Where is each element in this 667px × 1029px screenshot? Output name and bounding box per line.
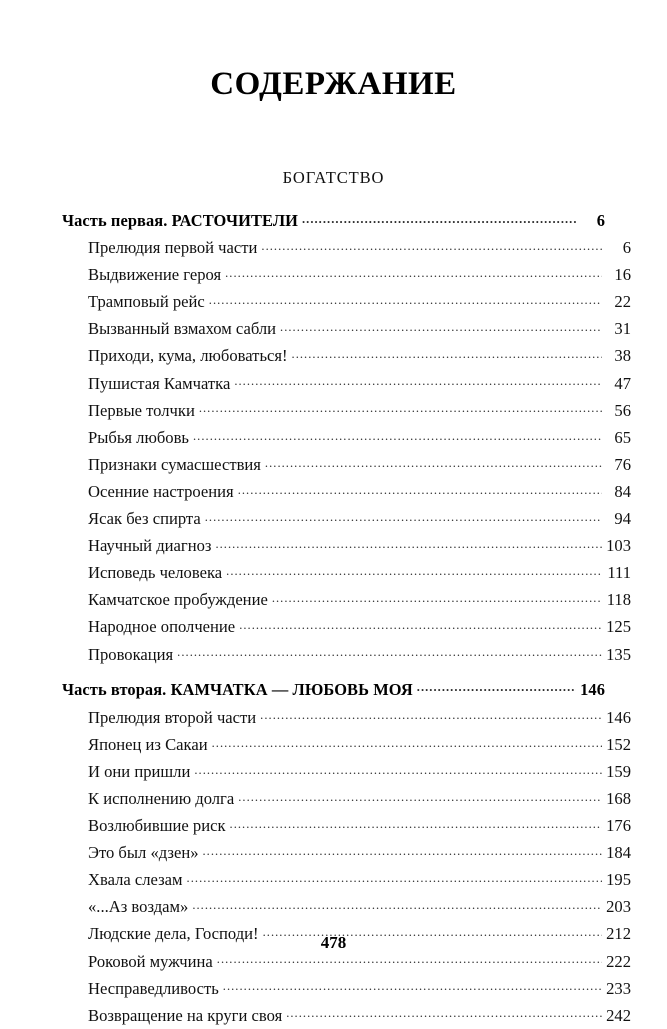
toc-part-row[interactable] xyxy=(62,676,605,703)
toc-chapter-row[interactable] xyxy=(62,451,631,478)
toc-chapter-row[interactable] xyxy=(62,975,631,1002)
toc-chapter-row[interactable] xyxy=(62,839,631,866)
dot-leader xyxy=(212,733,602,750)
toc-entry-title: Людские дела, Господи! xyxy=(88,924,259,944)
toc-entry-page-number: 22 xyxy=(614,292,631,312)
dot-leader xyxy=(292,345,602,362)
toc-entry-page-number: 47 xyxy=(614,373,631,393)
toc-entry-page-number: 94 xyxy=(614,509,631,529)
dot-leader xyxy=(238,787,602,804)
toc-entry-title: Японец из Сакаи xyxy=(88,734,208,754)
toc-chapter-row[interactable] xyxy=(62,1002,631,1029)
toc-entry-page-number: 203 xyxy=(606,897,631,917)
toc-chapter-row[interactable] xyxy=(62,478,631,505)
toc-entry-page-number: 159 xyxy=(606,761,631,781)
dot-leader xyxy=(265,453,602,470)
dot-leader xyxy=(230,814,602,831)
toc-entry-page-number: 152 xyxy=(606,734,631,754)
dot-leader xyxy=(239,616,602,633)
toc-entry-page-number: 242 xyxy=(606,1005,631,1025)
dot-leader xyxy=(209,291,602,308)
toc-entry-title: Несправедливость xyxy=(88,978,219,998)
toc-chapter-row[interactable] xyxy=(62,893,631,920)
toc-entry-title: Это был «дзен» xyxy=(88,843,199,863)
toc-entry-page-number: 184 xyxy=(606,843,631,863)
toc-chapter-row[interactable] xyxy=(62,785,631,812)
dot-leader xyxy=(203,842,603,859)
toc-entry-page-number: 195 xyxy=(606,870,631,890)
dot-leader xyxy=(260,706,602,723)
toc-entry-page-number: 6 xyxy=(622,238,631,258)
table-of-contents xyxy=(62,207,631,1029)
dot-leader xyxy=(225,264,602,281)
toc-entry-title: Прелюдия второй части xyxy=(88,707,257,727)
toc-entry-page-number: 111 xyxy=(607,563,631,583)
section-label: БОГАТСТВО xyxy=(282,168,385,187)
dot-leader xyxy=(261,237,602,254)
toc-chapter-row[interactable] xyxy=(62,758,631,785)
toc-entry-title: Прелюдия первой части xyxy=(88,238,258,258)
toc-entry-page-number: 146 xyxy=(580,679,605,699)
toc-entry-title: Выдвижение героя xyxy=(88,265,222,285)
toc-chapter-row[interactable] xyxy=(62,261,631,288)
toc-chapter-row[interactable] xyxy=(62,559,631,586)
toc-entry-title: Провокация xyxy=(88,644,174,664)
toc-entry-page-number: 118 xyxy=(606,590,631,610)
toc-chapter-row[interactable] xyxy=(62,812,631,839)
toc-chapter-row[interactable] xyxy=(62,424,631,451)
page-number: 478 xyxy=(320,933,347,952)
toc-entry-title: Часть вторая. КАМЧАТКА — ЛЮБОВЬ МОЯ xyxy=(62,679,413,699)
page-title: СОДЕРЖАНИЕ xyxy=(210,66,457,102)
dot-leader xyxy=(194,760,602,777)
toc-chapter-row[interactable] xyxy=(62,948,631,975)
dot-leader xyxy=(238,480,602,497)
toc-entry-page-number: 222 xyxy=(606,951,631,971)
toc-entry-title: Часть первая. РАСТОЧИТЕЛИ xyxy=(62,211,298,230)
toc-entry-title: И они пришли xyxy=(88,761,191,781)
dot-leader xyxy=(215,535,602,552)
toc-part-row[interactable] xyxy=(62,207,605,234)
dot-leader xyxy=(302,210,576,226)
toc-chapter-row[interactable] xyxy=(62,234,631,261)
toc-chapter-row[interactable] xyxy=(62,731,631,758)
toc-entry-title: Народное ополчение xyxy=(88,617,236,637)
toc-entry-title: Осенние настроения xyxy=(88,481,234,501)
toc-entry-page-number: 38 xyxy=(614,346,631,366)
toc-entry-title: Вызванный взмахом сабли xyxy=(88,319,277,339)
toc-entry-page-number: 233 xyxy=(606,978,631,998)
toc-chapter-row[interactable] xyxy=(62,288,631,315)
toc-chapter-row[interactable] xyxy=(62,505,631,532)
toc-entry-title: Роковой мужчина xyxy=(88,951,213,971)
toc-chapter-row[interactable] xyxy=(62,370,631,397)
toc-entry-page-number: 146 xyxy=(606,707,631,727)
dot-leader xyxy=(199,399,602,416)
toc-entry-title: Исповедь человека xyxy=(88,563,223,583)
toc-chapter-row[interactable] xyxy=(62,342,631,369)
toc-entry-title: Хвала слезам xyxy=(88,870,183,890)
toc-entry-title: Рыбья любовь xyxy=(88,427,189,447)
toc-entry-page-number: 125 xyxy=(606,617,631,637)
toc-entry-page-number: 168 xyxy=(606,788,631,808)
toc-entry-page-number: 6 xyxy=(596,211,605,230)
toc-entry-title: Трамповый рейс xyxy=(88,292,205,312)
toc-entry-page-number: 176 xyxy=(606,816,631,836)
toc-entry-title: Ясак без спирта xyxy=(88,509,201,529)
toc-entry-title: Пушистая Камчатка xyxy=(88,373,231,393)
dot-leader xyxy=(177,643,602,660)
toc-chapter-row[interactable] xyxy=(62,641,631,668)
toc-entry-title: Возлюбившие риск xyxy=(88,816,226,836)
toc-entry-page-number: 76 xyxy=(614,454,631,474)
dot-leader xyxy=(280,318,602,335)
dot-leader xyxy=(417,678,576,694)
dot-leader xyxy=(187,869,602,886)
dot-leader xyxy=(193,426,602,443)
toc-entry-page-number: 65 xyxy=(614,427,631,447)
toc-entry-page-number: 103 xyxy=(606,536,631,556)
dot-leader xyxy=(192,896,602,913)
toc-entry-page-number: 212 xyxy=(606,924,631,944)
toc-chapter-row[interactable] xyxy=(62,866,631,893)
dot-leader xyxy=(226,562,602,579)
toc-entry-title: Приходи, кума, любоваться! xyxy=(88,346,288,366)
toc-entry-title: К исполнению долга xyxy=(88,788,235,808)
toc-entry-title: Камчатское пробуждение xyxy=(88,590,268,610)
toc-entry-title: Признаки сумасшествия xyxy=(88,454,261,474)
toc-entry-page-number: 135 xyxy=(606,644,631,664)
dot-leader xyxy=(223,977,602,994)
toc-entry-page-number: 84 xyxy=(614,481,631,501)
toc-entry-page-number: 31 xyxy=(614,319,631,339)
dot-leader xyxy=(205,507,602,524)
toc-chapter-row[interactable] xyxy=(62,704,631,731)
toc-entry-title: Научный диагноз xyxy=(88,536,212,556)
toc-chapter-row[interactable] xyxy=(62,613,631,640)
toc-entry-title: Первые толчки xyxy=(88,400,195,420)
toc-chapter-row[interactable] xyxy=(62,315,631,342)
dot-leader xyxy=(217,950,602,967)
dot-leader xyxy=(234,372,602,389)
toc-entry-page-number: 16 xyxy=(614,265,631,285)
toc-chapter-row[interactable] xyxy=(62,532,631,559)
toc-chapter-row[interactable] xyxy=(62,586,631,613)
toc-entry-title: «...Аз воздам» xyxy=(88,897,189,917)
dot-leader xyxy=(272,589,602,606)
toc-entry-page-number: 56 xyxy=(614,400,631,420)
dot-leader xyxy=(286,1004,602,1021)
toc-chapter-row[interactable] xyxy=(62,397,631,424)
toc-entry-title: Возвращение на круги своя xyxy=(88,1005,283,1025)
